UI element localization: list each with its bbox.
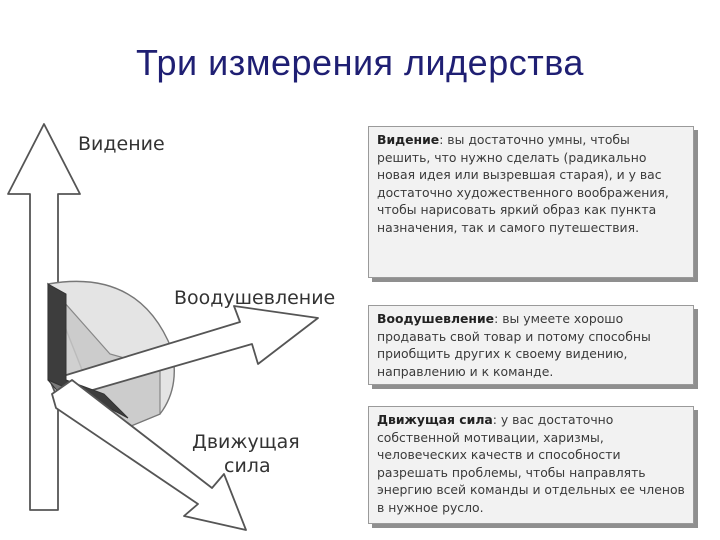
leadership-dimensions-diagram	[0, 118, 370, 538]
driving-force-label-line1: Движущая	[192, 431, 300, 453]
vision-label: Видение	[78, 133, 165, 155]
page-title: Три измерения лидерства	[136, 42, 584, 83]
vision-term: Видение	[377, 132, 440, 147]
driving-force-label-line2: сила	[224, 455, 271, 477]
vision-description-box	[368, 126, 694, 278]
driving-force-text: : у вас достаточно собственной мотивации, харизмы, человеческих качеств и способности разрешать проблемы, чтобы направлять энергию всей команды и отдельных ее членов в нужное русло.	[377, 412, 685, 515]
inspiration-term: Воодушевление	[377, 311, 495, 326]
inspiration-label: Воодушевление	[174, 287, 336, 309]
inspiration-text: : вы умеете хорошо продавать свой товар и потому способны приобщить других к своему видению, направлению и к команде.	[377, 311, 651, 379]
driving-force-description-box	[368, 406, 694, 524]
inspiration-description-box	[368, 305, 694, 385]
vision-text: : вы достаточно умны, чтобы решить, что нужно сделать (радикально новая идея или вызревшая старая), и у вас достаточно художественного воображения, чтобы нарисовать яркий образ как пункта назначения, так и самого путешествия.	[377, 132, 669, 235]
driving-force-term: Движущая сила	[377, 412, 493, 427]
